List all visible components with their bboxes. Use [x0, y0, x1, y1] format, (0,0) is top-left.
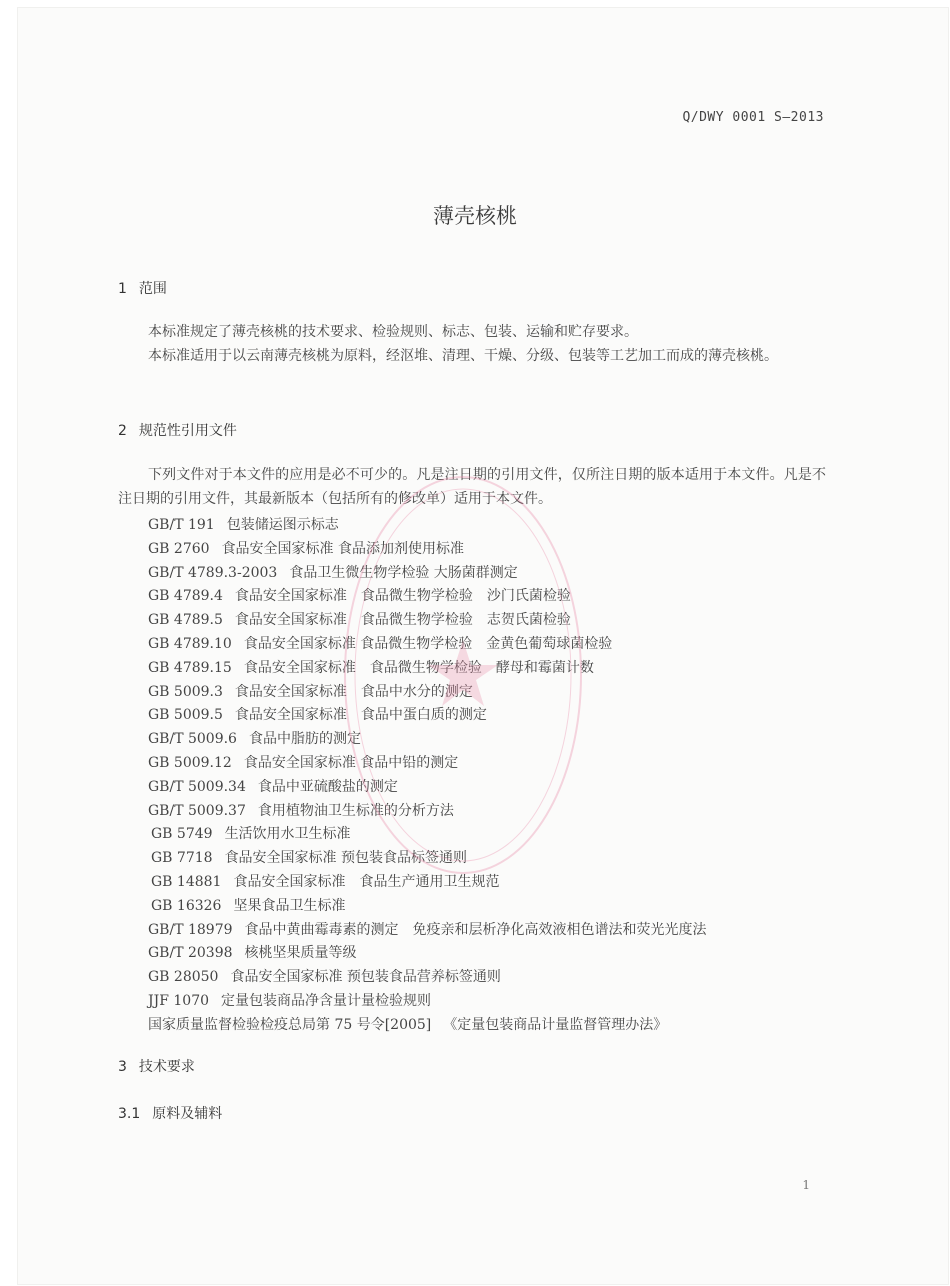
reference-list — [148, 514, 707, 1038]
reference-code: GB 7718 — [151, 850, 213, 867]
reference-title: 食品安全国家标准 食品微生物学检验 沙门氏菌检验 — [234, 588, 571, 605]
section-heading-scope — [118, 278, 167, 298]
reference-item — [148, 681, 707, 705]
reference-item — [148, 966, 707, 990]
reference-item — [148, 633, 707, 657]
reference-title: 定量包装商品净含量计量检验规则 — [221, 992, 432, 1009]
scope-paragraph-1: 本标准规定了薄壳核桃的技术要求、检验规则、标志、包装、运输和贮存要求。 — [148, 324, 638, 340]
reference-code: GB/T 20398 — [148, 945, 233, 962]
reference-code: GB 2760 — [148, 540, 210, 557]
reference-code: GB 5009.12 — [148, 754, 232, 771]
reference-item — [148, 895, 707, 919]
reference-title: 食品中亚硫酸盐的测定 — [257, 778, 398, 795]
reference-title: 《定量包装商品计量监督管理办法》 — [443, 1016, 668, 1033]
reference-code: GB 4789.10 — [148, 635, 232, 652]
section-number: 3.1 — [118, 1106, 141, 1122]
reference-title: 食品安全国家标准 食品添加剂使用标准 — [221, 540, 465, 557]
reference-title: 食品中黄曲霉毒素的测定 免疫亲和层析净化高效液相色谱法和荧光光度法 — [244, 921, 707, 938]
reference-item — [148, 704, 707, 728]
reference-title: 食品安全国家标准 食品微生物学检验 志贺氏菌检验 — [234, 612, 571, 629]
reference-item — [148, 847, 707, 871]
standard-code: Q/DWY 0001 S—2013 — [682, 110, 824, 125]
reference-item — [148, 657, 707, 681]
reference-code: GB/T 191 — [148, 517, 215, 533]
reference-title: 食品安全国家标准 食品中蛋白质的测定 — [234, 707, 487, 724]
reference-code: GB 5009.5 — [148, 707, 223, 724]
section-title: 技术要求 — [138, 1059, 195, 1075]
reference-item — [148, 942, 707, 966]
reference-item — [148, 823, 707, 847]
reference-item — [148, 919, 707, 943]
reference-item — [148, 728, 707, 752]
reference-code: GB 5009.3 — [148, 683, 223, 700]
reference-code: GB/T 5009.6 — [148, 731, 237, 748]
document-title: 薄壳核桃 — [433, 204, 517, 228]
reference-code: GB 4789.5 — [148, 612, 223, 629]
section-heading-raw-materials — [118, 1103, 222, 1123]
reference-code: 国家质量监督检验检疫总局第 75 号令[2005] — [148, 1016, 432, 1033]
reference-title: 坚果食品卫生标准 — [233, 897, 346, 914]
reference-title: 食品安全国家标准 预包装食品标签通则 — [224, 850, 468, 867]
reference-code: GB 4789.4 — [148, 588, 223, 605]
reference-item — [148, 776, 707, 800]
references-intro: 下列文件对于本文件的应用是必不可少的。凡是注日期的引用文件，仅所注日期的版本适用于本文件。凡是不注日期的引用文件，其最新版本（包括所有的修改单）适用于本文件。 — [118, 467, 826, 507]
reference-item — [148, 871, 707, 895]
section-title: 范围 — [138, 281, 167, 297]
reference-code: GB/T 4789.3-2003 — [148, 564, 278, 581]
scope-paragraph-2: 本标准适用于以云南薄壳核桃为原料，经沤堆、清理、干燥、分级、包装等工艺加工而成的薄壳核桃。 — [148, 348, 778, 364]
reference-title: 食品中脂肪的测定 — [248, 731, 361, 748]
reference-code: GB 14881 — [151, 873, 222, 890]
reference-code: GB/T 5009.37 — [148, 802, 246, 819]
reference-title: 核桃坚果质量等级 — [244, 945, 357, 962]
reference-code: GB 28050 — [148, 969, 219, 986]
page-number: 1 — [802, 1178, 810, 1192]
section-number: 3 — [118, 1059, 127, 1075]
reference-title: 食品安全国家标准 预包装食品营养标签通则 — [230, 969, 501, 986]
reference-item — [148, 538, 707, 562]
section-title: 原料及辅料 — [152, 1106, 223, 1122]
reference-code: GB/T 5009.34 — [148, 778, 246, 795]
reference-title: 食品安全国家标准 食品中水分的测定 — [234, 683, 473, 700]
reference-code: GB 5749 — [151, 826, 213, 843]
reference-code: JJF 1070 — [148, 992, 210, 1009]
reference-title: 食品安全国家标准 食品生产通用卫生规范 — [233, 873, 500, 890]
section-heading-normative-references — [118, 420, 237, 440]
reference-item — [148, 562, 707, 586]
reference-title: 食用植物油卫生标准的分析方法 — [257, 802, 454, 819]
reference-title: 食品安全国家标准 食品微生物学检验 金黄色葡萄球菌检验 — [243, 635, 613, 652]
section-number: 1 — [118, 281, 127, 297]
reference-item — [148, 800, 707, 824]
reference-title: 食品安全国家标准 食品中铅的测定 — [243, 754, 459, 771]
reference-code: GB/T 18979 — [148, 921, 233, 938]
reference-title: 包装储运图示标志 — [226, 517, 339, 533]
section-heading-technical-requirements — [118, 1056, 195, 1076]
reference-title: 食品安全国家标准 食品微生物学检验 酵母和霉菌计数 — [243, 659, 594, 676]
reference-item — [148, 1014, 707, 1038]
section-number: 2 — [118, 423, 127, 439]
reference-item — [148, 585, 707, 609]
reference-title: 生活饮用水卫生标准 — [224, 826, 351, 843]
reference-item — [148, 990, 707, 1014]
reference-item — [148, 752, 707, 776]
reference-title: 食品卫生微生物学检验 大肠菌群测定 — [289, 564, 518, 581]
section-title: 规范性引用文件 — [138, 423, 237, 439]
reference-code: GB 16326 — [151, 897, 222, 914]
reference-item — [148, 609, 707, 633]
reference-code: GB 4789.15 — [148, 659, 232, 676]
reference-item — [148, 514, 707, 538]
